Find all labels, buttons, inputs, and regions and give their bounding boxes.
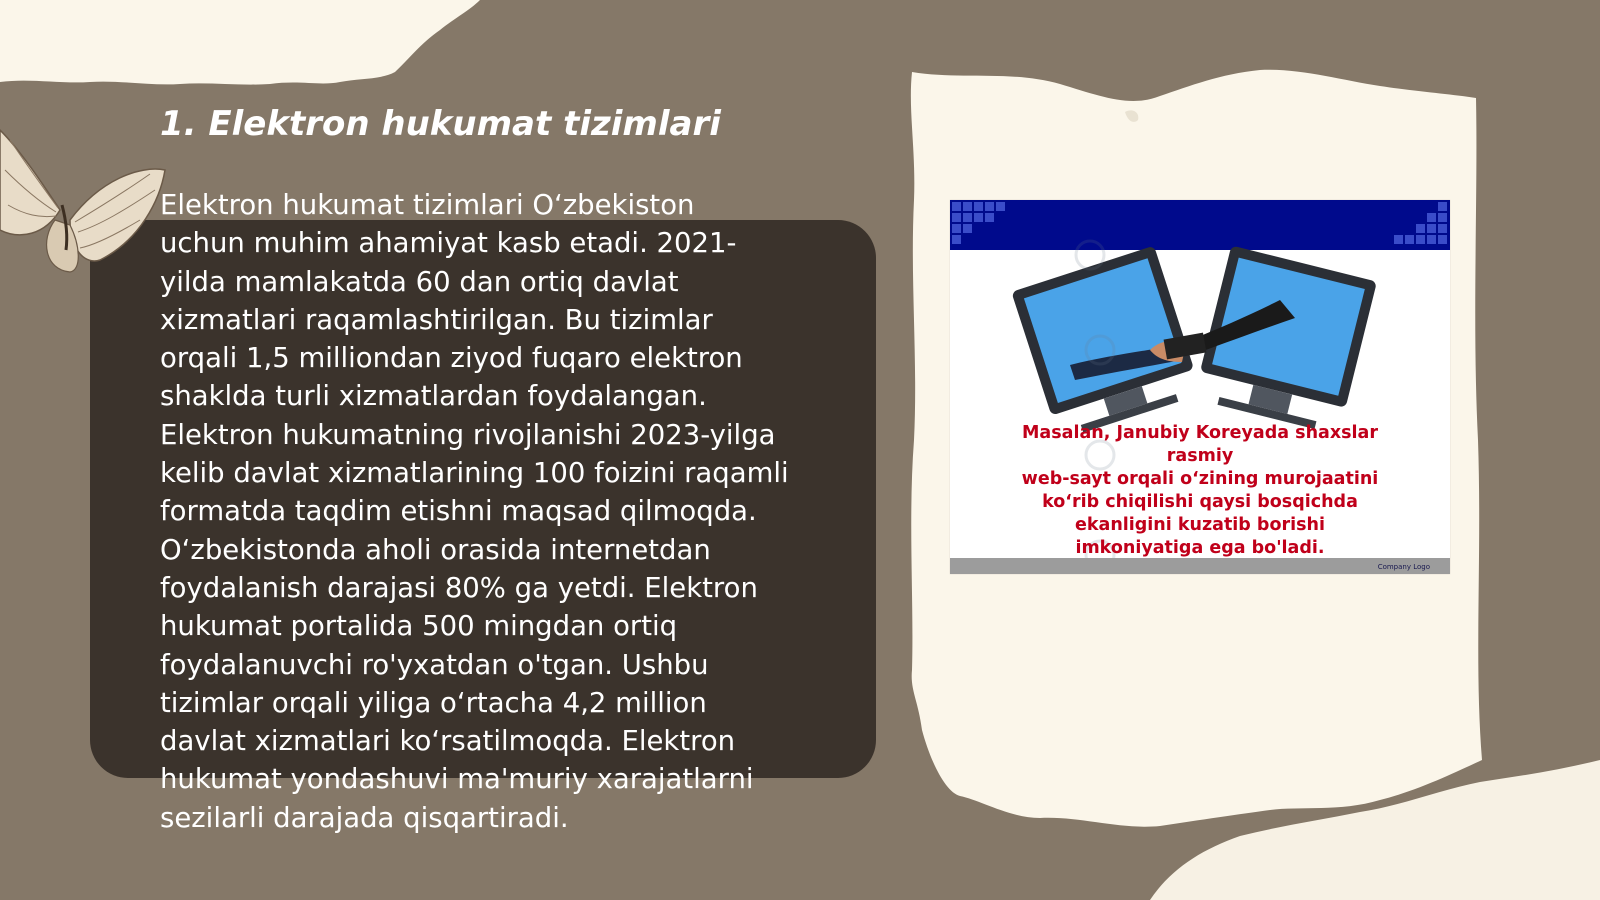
illustration-image xyxy=(950,200,1450,574)
body-line: Elektron hukumatning rivojlanishi 2023-yilga xyxy=(160,418,776,451)
picture-caption xyxy=(980,422,1420,560)
caption-line: ko‘rib chiqilishi qaysi bosqichda xyxy=(1042,492,1358,512)
body-line: formatda taqdim etishni maqsad qilmoqda. xyxy=(160,495,757,528)
body-line: sezilarli darajada qisqartiradi. xyxy=(160,801,569,834)
body-line: foydalanish darajasi 80% ga yetdi. Elektron xyxy=(160,571,758,604)
caption-line: imkoniyatiga ega bo'ladi. xyxy=(1075,538,1325,558)
picture-footer-bar xyxy=(950,558,1450,574)
body-line: O‘zbekistonda aholi orasida internetdan xyxy=(160,533,711,566)
body-paragraph xyxy=(160,186,860,837)
body-line: xizmatlari raqamlashtirilgan. Bu tizimlar xyxy=(160,303,713,336)
butterfly-icon xyxy=(0,110,170,280)
company-logo-text: Company Logo xyxy=(1377,563,1430,571)
body-line: davlat xizmatlari ko‘rsatilmoqda. Elektron xyxy=(160,725,736,758)
body-line: orqali 1,5 milliondan ziyod fuqaro elektron xyxy=(160,342,743,375)
body-line: uchun muhim ahamiyat kasb etadi. 2021- xyxy=(160,227,737,260)
caption-line: rasmiy xyxy=(1166,446,1234,466)
body-line: hukumat yondashuvi ma'muriy xarajatlarni xyxy=(160,763,754,796)
body-line: Elektron hukumat tizimlari O‘zbekiston xyxy=(160,189,695,221)
body-line: kelib davlat xizmatlarining 100 foizini raqamli xyxy=(160,457,789,490)
body-line: hukumat portalida 500 mingdan ortiq xyxy=(160,610,678,643)
caption-line: ekanligini kuzatib borishi xyxy=(1075,515,1325,535)
body-line: yilda mamlakatda 60 dan ortiq davlat xyxy=(160,265,679,298)
caption-line: web-sayt orqali o‘zining murojaatini xyxy=(1021,469,1379,489)
caption-line: Masalan, Janubiy Koreyada shaxslar xyxy=(1022,423,1378,443)
body-line: tizimlar orqali yiliga o‘rtacha 4,2 million xyxy=(160,686,707,719)
slide-title: 1. Elektron hukumat tizimlari xyxy=(160,104,721,144)
body-line: shaklda turli xizmatlardan foydalangan. xyxy=(160,380,707,413)
body-line: foydalanuvchi ro'yxatdan o'tgan. Ushbu xyxy=(160,648,709,681)
